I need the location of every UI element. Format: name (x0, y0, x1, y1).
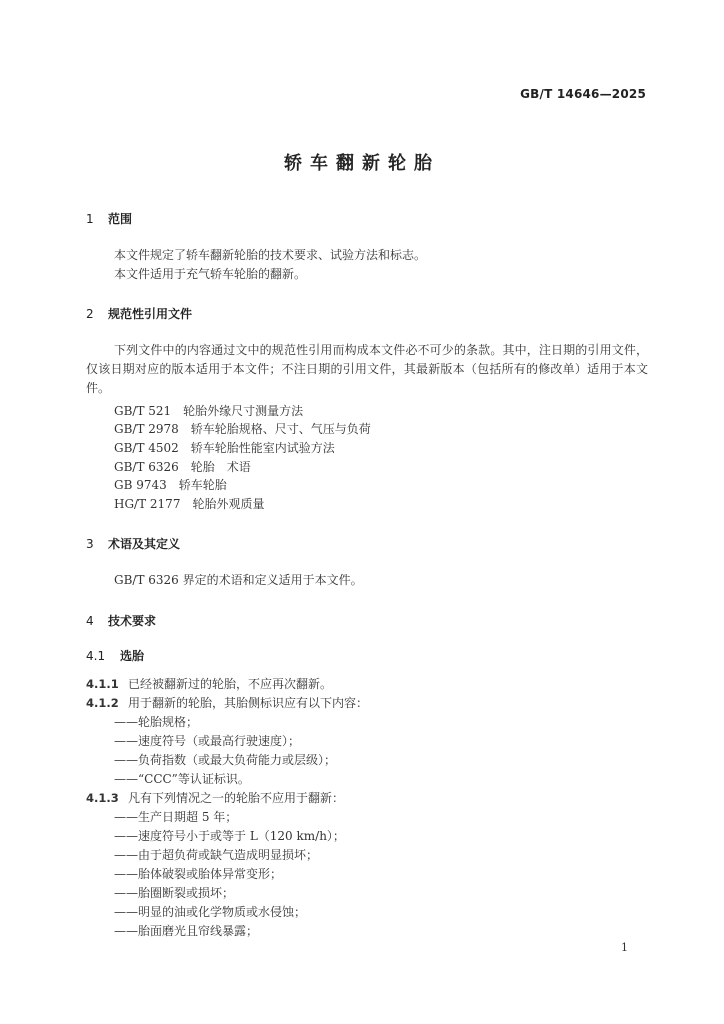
section-2-heading (86, 305, 192, 322)
section-number: 4 (86, 614, 94, 628)
clause-4-1-1 (86, 675, 332, 692)
section-title: 技术要求 (108, 614, 157, 628)
clause-4-1-3 (86, 789, 344, 806)
clause-4-1-2 (86, 694, 368, 711)
clause-number: 4.1.2 (86, 696, 119, 710)
list-item: ——生产日期超 5 年； (114, 810, 238, 824)
subsection-title: 选胎 (120, 649, 145, 663)
reference-item: HG/T 2177 轮胎外观质量 (114, 497, 265, 511)
list-item: ——胎体破裂或胎体异常变形； (114, 867, 283, 881)
reference-item: GB/T 6326 轮胎 术语 (114, 460, 251, 474)
section-3-heading (86, 535, 180, 552)
clause-number: 4.1.1 (86, 677, 119, 691)
section-number: 2 (86, 307, 94, 321)
section-number: 1 (86, 212, 94, 226)
list-item: ——负荷指数（或最大负荷能力或层级）； (114, 753, 337, 767)
paragraph: GB/T 6326 界定的术语和定义适用于本文件。 (114, 573, 363, 587)
paragraph: 本文件规定了轿车翻新轮胎的技术要求、试验方法和标志。 (114, 248, 427, 262)
clause-number: 4.1.3 (86, 791, 119, 805)
paragraph: 下列文件中的内容通过文中的规范性引用而构成本文件必不可少的条款。其中，注日期的引用文件，仅该日期对应的版本适用于本文件；不注日期的引用文件，其最新版本（包括所有的修改单）适用于本文件。 (86, 343, 648, 395)
list-item: ——速度符号（或最高行驶速度）； (114, 734, 301, 748)
section-title: 术语及其定义 (108, 537, 181, 551)
section-1-heading (86, 210, 132, 227)
list-item: ——速度符号小于或等于 L（120 km/h）； (114, 829, 345, 843)
standard-code: GB/T 14646—2025 (520, 87, 646, 101)
reference-item: GB/T 4502 轿车轮胎性能室内试验方法 (114, 441, 335, 455)
section-4-heading (86, 612, 156, 629)
clause-text: 用于翻新的轮胎，其胎侧标识应有以下内容： (128, 696, 369, 710)
subsection-4-1-heading (86, 647, 144, 664)
reference-item: GB/T 521 轮胎外缘尺寸测量方法 (114, 404, 304, 418)
reference-item: GB 9743 轿车轮胎 (114, 478, 227, 492)
section-number: 3 (86, 537, 94, 551)
clause-text: 凡有下列情况之一的轮胎不应用于翻新： (128, 791, 345, 805)
reference-item: GB/T 2978 轿车轮胎规格、尺寸、气压与负荷 (114, 422, 371, 436)
list-item: ——轮胎规格； (114, 715, 199, 729)
section-title: 规范性引用文件 (108, 307, 193, 321)
subsection-number: 4.1 (86, 649, 106, 663)
paragraph: 本文件适用于充气轿车轮胎的翻新。 (114, 267, 307, 281)
page-number: 1 (621, 941, 628, 954)
clause-text: 已经被翻新过的轮胎，不应再次翻新。 (128, 677, 333, 691)
list-item: ——由于超负荷或缺气造成明显损坏； (114, 848, 319, 862)
list-item: ——明显的油或化学物质或水侵蚀； (114, 905, 307, 919)
list-item: ——胎圈断裂或损坏； (114, 886, 235, 900)
document-title: 轿车翻新轮胎 (284, 153, 440, 174)
list-item: ——“CCC”等认证标识。 (114, 772, 250, 786)
list-item: ——胎面磨光且帘线暴露； (114, 924, 259, 938)
section-title: 范围 (108, 212, 133, 226)
